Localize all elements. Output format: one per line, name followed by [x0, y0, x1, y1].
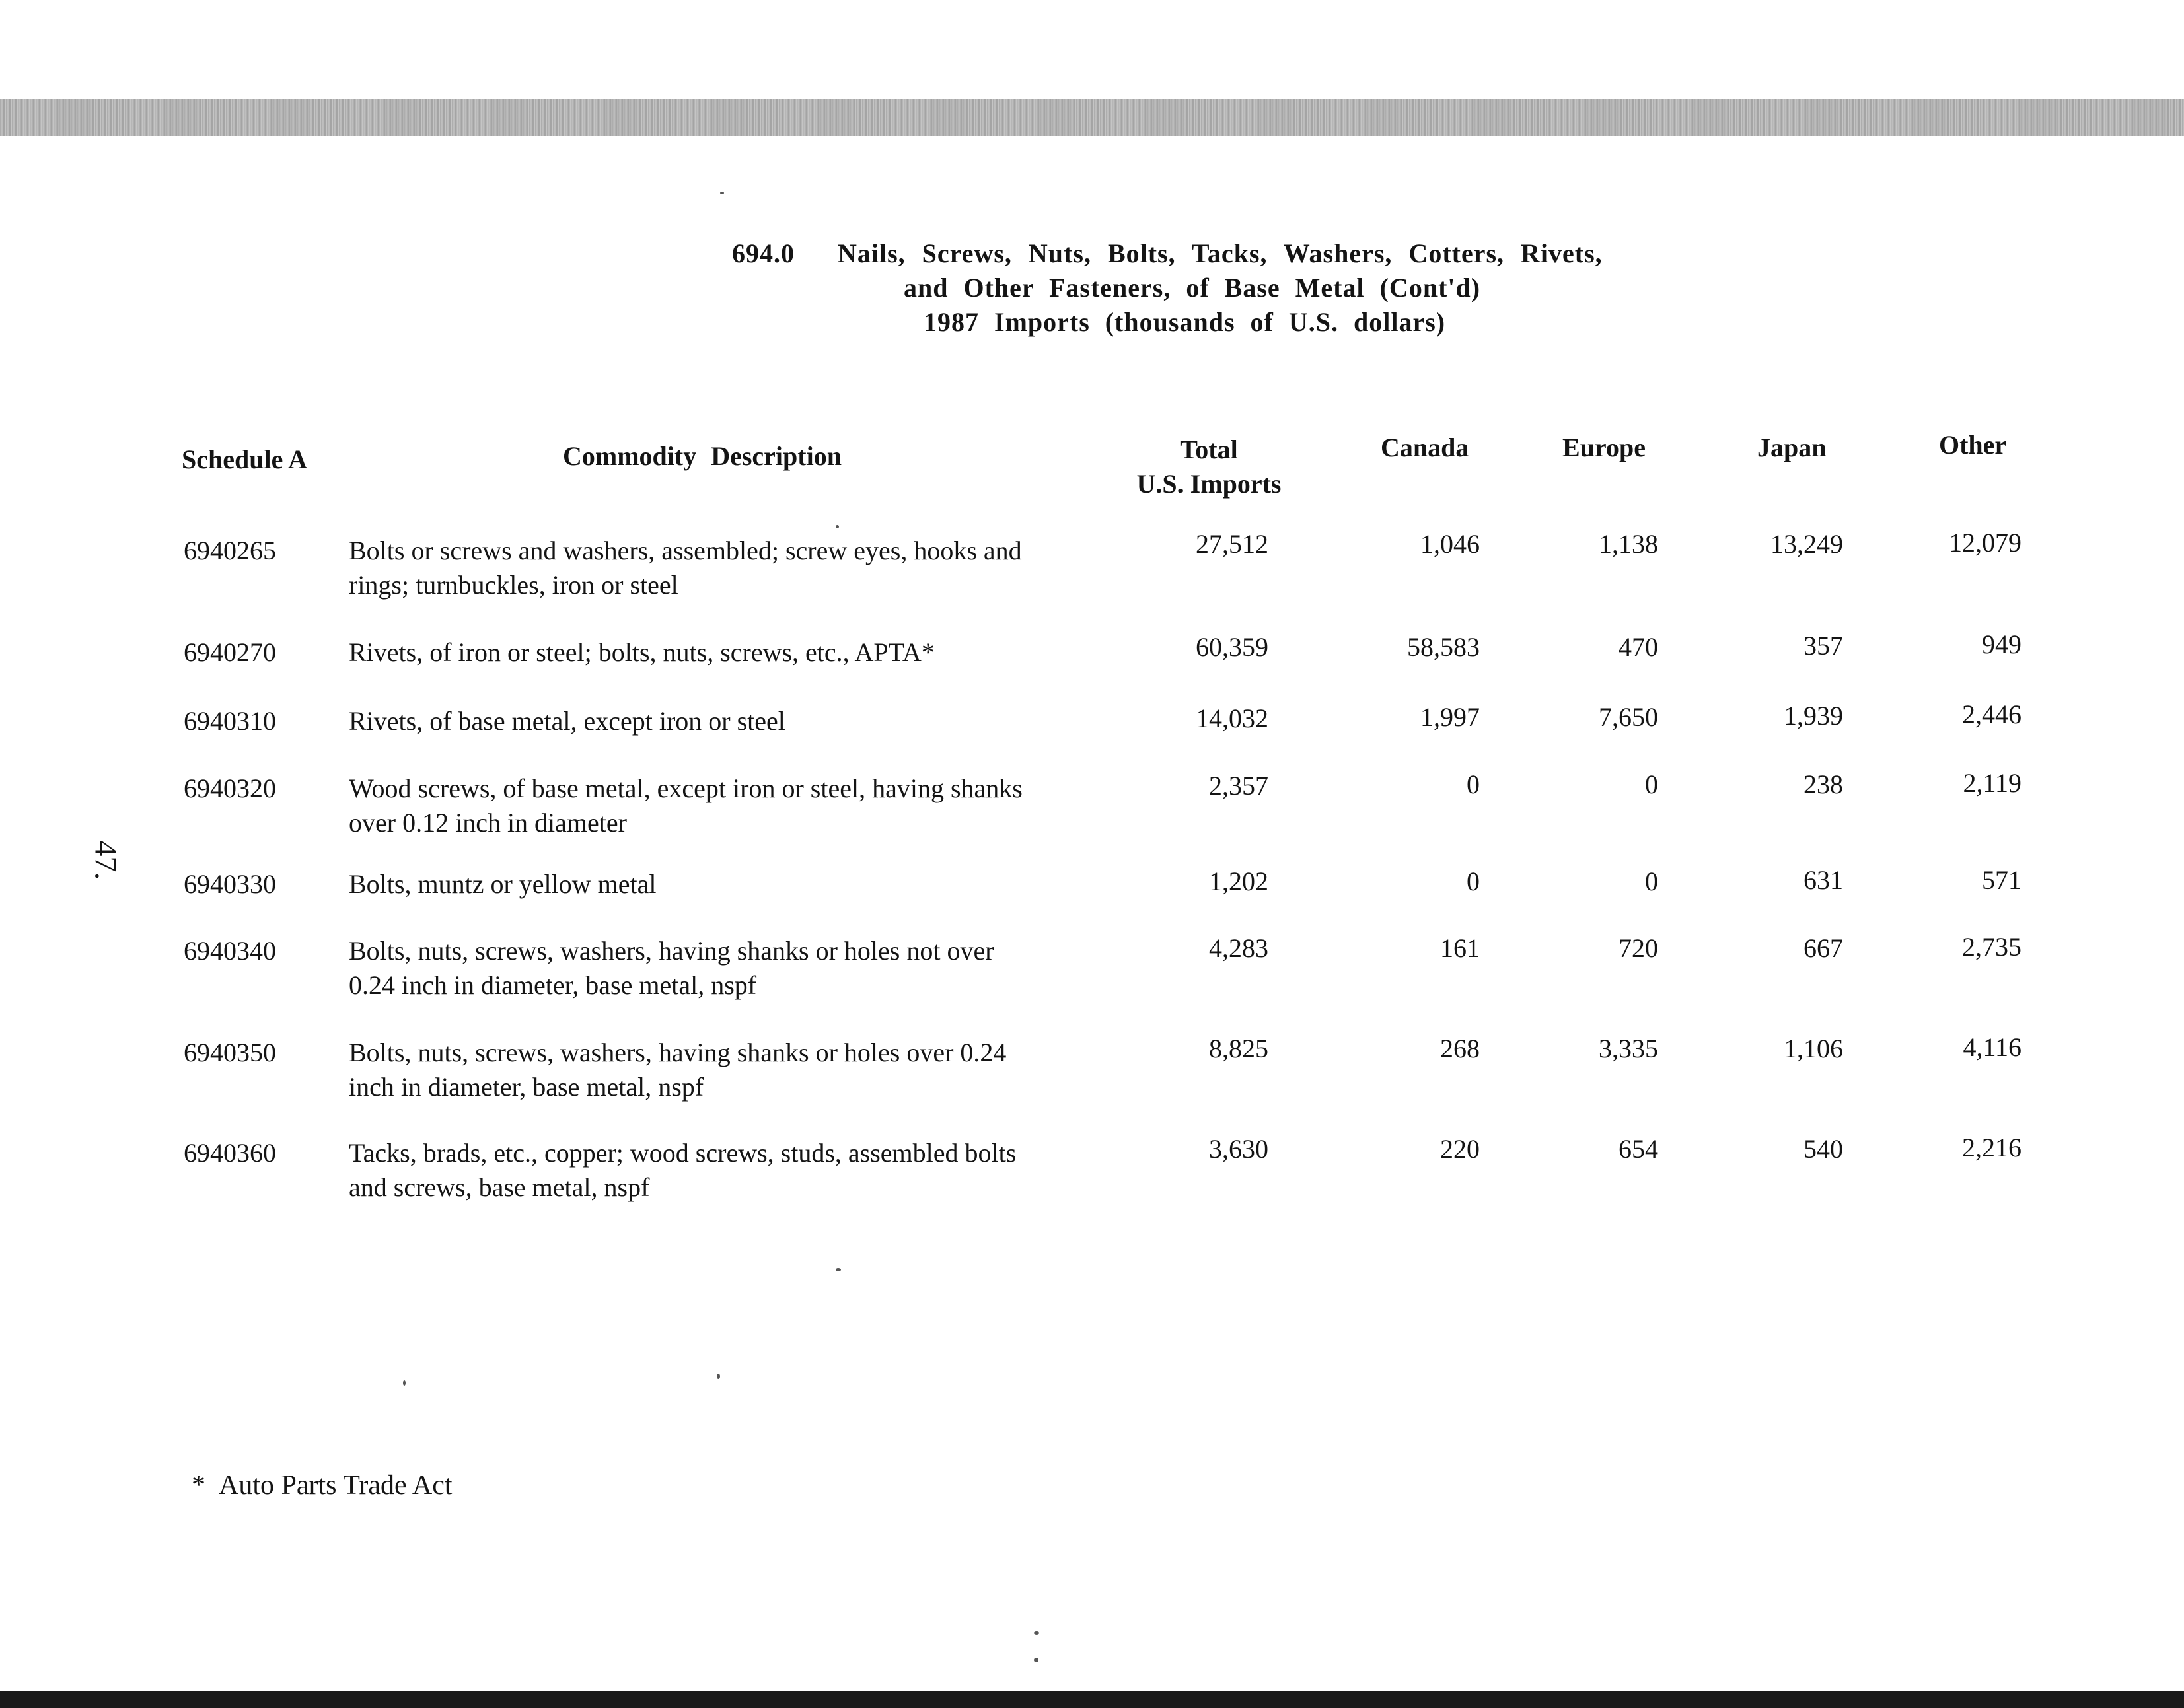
europe-value: 1,138: [1599, 529, 1658, 559]
japan-value: 1,939: [1784, 701, 1843, 730]
other-value: 2,735: [1962, 932, 2021, 962]
description-line: Rivets, of base metal, except iron or steel: [349, 706, 785, 736]
commodity-description: [349, 704, 1075, 738]
canada-value: 1,997: [1420, 702, 1480, 732]
other-value: 4,116: [1963, 1032, 2021, 1062]
description-line: rings; turnbuckles, iron or steel: [349, 570, 678, 600]
scan-speck: [1034, 1658, 1038, 1662]
total-imports: 2,357: [1209, 771, 1268, 801]
title-line-3: 1987 Imports (thousands of U.S. dollars): [924, 307, 1446, 337]
header-schedule: Schedule A: [182, 445, 308, 474]
schedule-code: 6940330: [184, 869, 276, 899]
total-imports: 60,359: [1196, 632, 1268, 662]
description-line: Wood screws, of base metal, except iron or steel, having shanks: [349, 773, 1023, 803]
canada-value: 0: [1467, 769, 1480, 799]
scan-shadow-band: [0, 99, 2184, 136]
schedule-code: 6940320: [184, 773, 276, 803]
schedule-code: 6940350: [184, 1038, 276, 1067]
canada-value: 58,583: [1407, 632, 1480, 662]
header-europe: Europe: [1562, 433, 1646, 462]
commodity-description: [349, 534, 1075, 602]
header-other: Other: [1939, 430, 2007, 460]
other-value: 571: [1982, 865, 2021, 895]
header-total-line-2: U.S. Imports: [1136, 469, 1282, 499]
japan-value: 631: [1803, 865, 1843, 895]
europe-value: 470: [1619, 632, 1658, 662]
description-line: Bolts, nuts, screws, washers, having shanks or holes over 0.24: [349, 1038, 1007, 1067]
schedule-code: 6940265: [184, 536, 276, 565]
europe-value: 7,650: [1599, 702, 1658, 732]
japan-value: 357: [1803, 631, 1843, 660]
scan-speck: [403, 1380, 406, 1386]
europe-value: 3,335: [1599, 1034, 1658, 1063]
scan-speck: [836, 1268, 841, 1271]
scan-bottom-edge: [0, 1691, 2184, 1708]
header-canada: Canada: [1381, 433, 1469, 462]
description-line: Rivets, of iron or steel; bolts, nuts, screws, etc., APTA*: [349, 637, 935, 667]
title-line-2: and Other Fasteners, of Base Metal (Cont'd): [904, 273, 1481, 302]
description-line: 0.24 inch in diameter, base metal, nspf: [349, 970, 757, 1000]
total-imports: 3,630: [1209, 1134, 1268, 1164]
scan-speck: [717, 1374, 720, 1379]
commodity-description: [349, 1136, 1075, 1205]
total-imports: 14,032: [1196, 703, 1268, 733]
other-value: 2,446: [1962, 699, 2021, 729]
canada-value: 0: [1467, 867, 1480, 896]
scan-speck: [720, 192, 724, 194]
description-line: over 0.12 inch in diameter: [349, 808, 627, 837]
description-line: Bolts, nuts, screws, washers, having shanks or holes not over: [349, 936, 994, 966]
other-value: 2,119: [1963, 768, 2021, 798]
japan-value: 13,249: [1770, 529, 1843, 559]
canada-value: 268: [1440, 1034, 1480, 1063]
header-total: [1116, 433, 1301, 501]
description-line: Bolts, muntz or yellow metal: [349, 869, 657, 899]
schedule-code: 6940340: [184, 936, 276, 966]
total-imports: 1,202: [1209, 867, 1268, 896]
total-imports: 8,825: [1209, 1034, 1268, 1063]
japan-value: 1,106: [1784, 1034, 1843, 1063]
schedule-code: 6940270: [184, 637, 276, 667]
europe-value: 654: [1619, 1134, 1658, 1164]
page-top-margin: [0, 0, 2184, 99]
europe-value: 0: [1645, 769, 1658, 799]
header-total-line-1: Total: [1180, 435, 1238, 464]
scan-speck: [836, 525, 839, 528]
commodity-description: [349, 867, 1075, 902]
page-number: 47.: [88, 840, 124, 880]
japan-value: 667: [1803, 933, 1843, 963]
japan-value: 540: [1803, 1134, 1843, 1164]
section-number: 694.0: [732, 238, 795, 268]
header-japan: Japan: [1757, 433, 1827, 462]
total-imports: 4,283: [1209, 933, 1268, 963]
description-line: Tacks, brads, etc., copper; wood screws, studs, assembled bolts: [349, 1138, 1017, 1168]
other-value: 2,216: [1962, 1133, 2021, 1162]
total-imports: 27,512: [1196, 529, 1268, 559]
schedule-code: 6940360: [184, 1138, 276, 1168]
title-line-1: Nails, Screws, Nuts, Bolts, Tacks, Washers, Cotters, Rivets,: [838, 238, 1603, 268]
commodity-description: [349, 635, 1075, 670]
commodity-description: [349, 934, 1075, 1003]
other-value: 12,079: [1949, 528, 2021, 557]
footnote-text: Auto Parts Trade Act: [219, 1470, 453, 1501]
canada-value: 220: [1440, 1134, 1480, 1164]
scan-speck: [1034, 1631, 1039, 1635]
header-description: Commodity Description: [563, 441, 842, 471]
other-value: 949: [1982, 629, 2021, 659]
commodity-description: [349, 1036, 1075, 1104]
footnote-asterisk: *: [192, 1470, 205, 1501]
europe-value: 720: [1619, 933, 1658, 963]
canada-value: 161: [1440, 933, 1480, 963]
description-line: inch in diameter, base metal, nspf: [349, 1072, 704, 1102]
canada-value: 1,046: [1420, 529, 1480, 559]
footnote: [192, 1470, 453, 1501]
description-line: and screws, base metal, nspf: [349, 1172, 650, 1202]
europe-value: 0: [1645, 867, 1658, 896]
japan-value: 238: [1803, 769, 1843, 799]
commodity-description: [349, 771, 1075, 840]
description-line: Bolts or screws and washers, assembled; screw eyes, hooks and: [349, 536, 1022, 565]
schedule-code: 6940310: [184, 706, 276, 736]
